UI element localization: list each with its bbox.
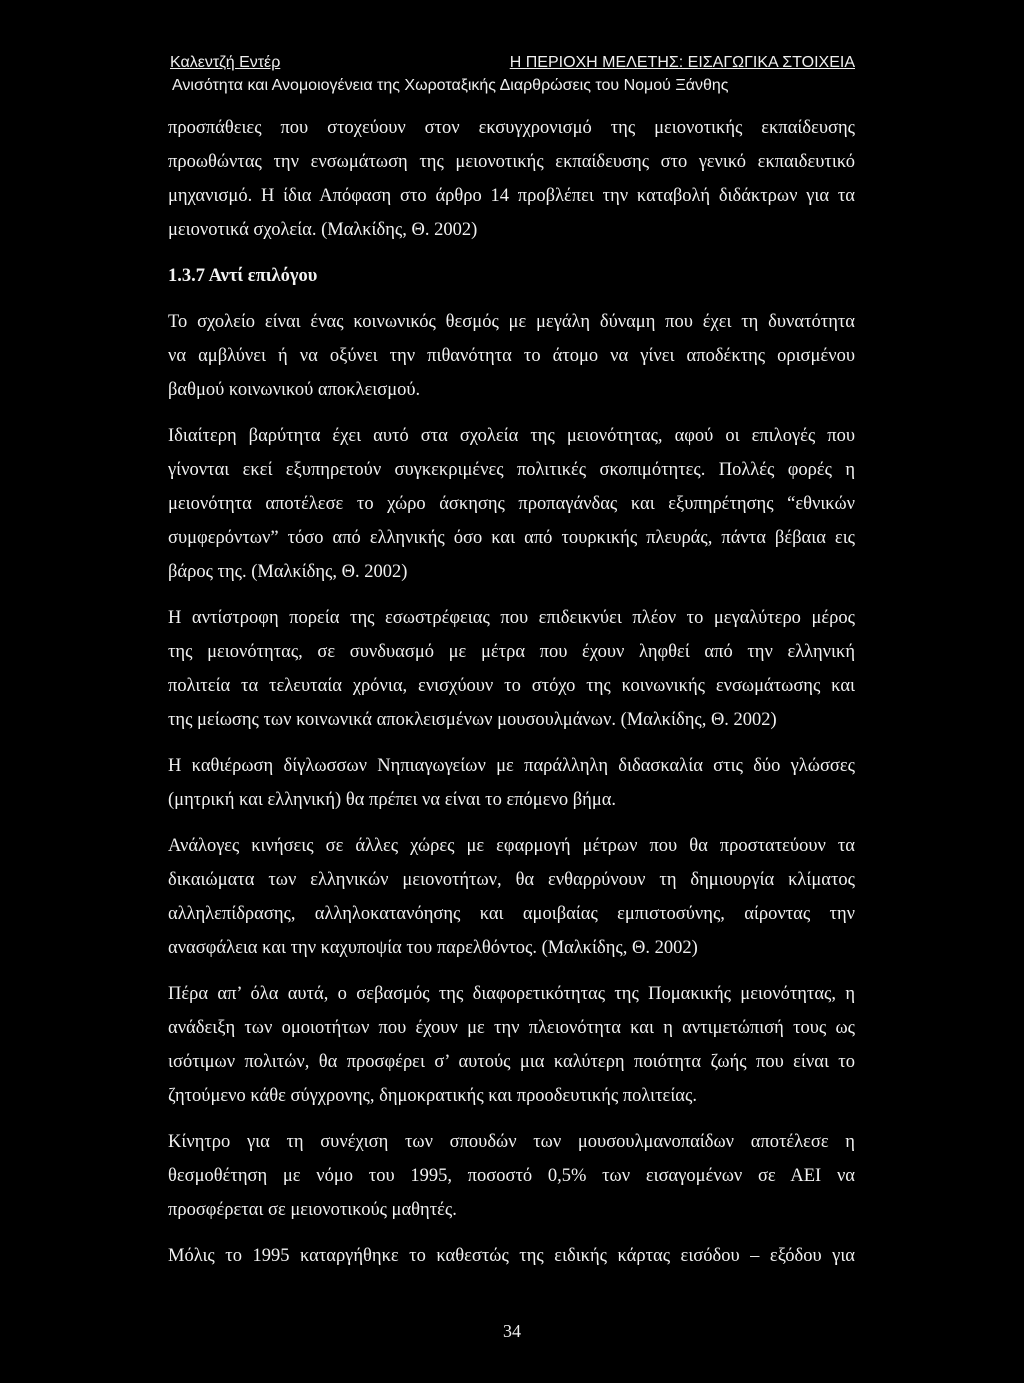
text-line: προωθώντας την ενσωμάτωση της μειονοτικής εκπαίδευσης στο γενικό εκπαιδευτικό	[168, 152, 855, 172]
paragraph	[168, 1125, 855, 1227]
text-line: μηχανισμό. Η ίδια Απόφαση στο άρθρο 14 προβλέπει την καταβολή διδάκτρων για τα	[168, 186, 855, 206]
text-line: ζητούμενο κάθε σύγχρονης, δημοκρατικής και προοδευτικής πολιτείας.	[168, 1086, 697, 1106]
section-heading: 1.3.7 Αντί επιλόγου	[168, 266, 318, 286]
paragraph	[168, 305, 855, 407]
text-line: αλληλεπίδρασης, αλληλοκατανόησης και αμοιβαίας εμπιστοσύνης, αίροντας την	[168, 904, 855, 924]
author-name: Καλεντζή Εντέρ	[170, 54, 281, 71]
chapter-title: Η ΠΕΡΙΟΧΗ ΜΕΛΕΤΗΣ: ΕΙΣΑΓΩΓΙΚΑ ΣΤΟΙΧΕΙΑ	[509, 54, 855, 71]
text-line: της μείωσης των κοινωνικά αποκλεισμένων μουσουλμάνων. (Μαλκίδης, Θ. 2002)	[168, 710, 777, 730]
section-heading-block	[168, 259, 855, 293]
paragraph	[168, 829, 855, 965]
header-top-row	[170, 51, 855, 74]
paragraph	[168, 419, 855, 589]
page-number: 34	[503, 1321, 521, 1341]
text-line: συμφερόντων” τόσο από ελληνικής όσο και από τουρκικής πλευράς, πάντα βέβαια εις	[168, 528, 855, 548]
text-line: δικαιώματα των ελληνικών μειονοτήτων, θα ενθαρρύνουν τη δημιουργία κλίματος	[168, 870, 855, 890]
text-line: Η αντίστροφη πορεία της εσωστρέφειας που επιδεικνύει πλέον το μεγαλύτερο μέρος	[168, 608, 855, 628]
text-line: ανασφάλεια και την καχυποψία του παρελθόντος. (Μαλκίδης, Θ. 2002)	[168, 938, 698, 958]
text-line: θεσμοθέτηση με νόμο του 1995, ποσοστό 0,5% των εισαγομένων σε ΑΕΙ να	[168, 1166, 855, 1186]
text-line: μειονοτικά σχολεία. (Μαλκίδης, Θ. 2002)	[168, 220, 478, 240]
text-line: προσφέρεται σε μειονοτικούς μαθητές.	[168, 1200, 457, 1220]
text-line: βάρος της. (Μαλκίδης, Θ. 2002)	[168, 562, 408, 582]
text-line: της μειονότητας, σε συνδυασμό με μέτρα που έχουν ληφθεί από την ελληνική	[168, 642, 855, 662]
page-body	[168, 111, 855, 1273]
text-line: να αμβλύνει ή να οξύνει την πιθανότητα το άτομο να γίνει αποδέκτης ορισμένου	[168, 346, 855, 366]
text-line: μειονότητα αποτέλεσε το χώρο άσκησης προπαγάνδας και εξυπηρέτησης “εθνικών	[168, 494, 855, 514]
text-line: (μητρική και ελληνική) θα πρέπει να είναι το επόμενο βήμα.	[168, 790, 617, 810]
text-line: ανάδειξη των ομοιοτήτων που έχουν με την πλειονότητα και η αντιμετώπισή τους ως	[168, 1018, 855, 1038]
document-subtitle: Ανισότητα και Ανομοιογένεια της Χωροταξικής Διαρθρώσεις του Νομού Ξάνθης	[172, 77, 729, 94]
paragraph	[168, 749, 855, 817]
paragraph	[168, 601, 855, 737]
text-line: Ιδιαίτερη βαρύτητα έχει αυτό στα σχολεία της μειονότητας, αφού οι επιλογές που	[168, 426, 855, 446]
running-header	[170, 51, 855, 97]
paragraph-continued	[168, 111, 855, 247]
paragraph	[168, 977, 855, 1113]
text-line: ισότιμων πολιτών, θα προσφέρει σ’ αυτούς μια καλύτερη ποιότητα ζωής που είναι το	[168, 1052, 855, 1072]
text-line: Ανάλογες κινήσεις σε άλλες χώρες με εφαρμογή μέτρων που θα προστατεύουν τα	[168, 836, 855, 856]
text-line: προσπάθειες που στοχεύουν στον εκσυγχρονισμό της μειονοτικής εκπαίδευσης	[168, 118, 855, 138]
text-line: βαθμού κοινωνικού αποκλεισμού.	[168, 380, 421, 400]
text-line: Η καθιέρωση δίγλωσσων Νηπιαγωγείων με παράλληλη διδασκαλία στις δύο γλώσσες	[168, 756, 855, 776]
text-line: Πέρα απ’ όλα αυτά, ο σεβασμός της διαφορετικότητας της Πομακικής μειονότητας, η	[168, 984, 855, 1004]
text-line: Κίνητρο για τη συνέχιση των σπουδών των μουσουλμανοπαίδων αποτέλεσε η	[168, 1132, 855, 1152]
text-line: Μόλις το 1995 καταργήθηκε το καθεστώς της ειδικής κάρτας εισόδου – εξόδου για	[168, 1246, 855, 1266]
text-line: πολιτεία τα τελευταία χρόνια, ενισχύουν το στόχο της κοινωνικής ενσωμάτωσης και	[168, 676, 855, 696]
text-line: Το σχολείο είναι ένας κοινωνικός θεσμός με μεγάλη δύναμη που έχει τη δυνατότητα	[168, 312, 855, 332]
paragraph	[168, 1239, 855, 1273]
text-line: γίνονται εκεί εξυπηρετούν συγκεκριμένες πολιτικές σκοπιμότητες. Πολλές φορές η	[168, 460, 855, 480]
